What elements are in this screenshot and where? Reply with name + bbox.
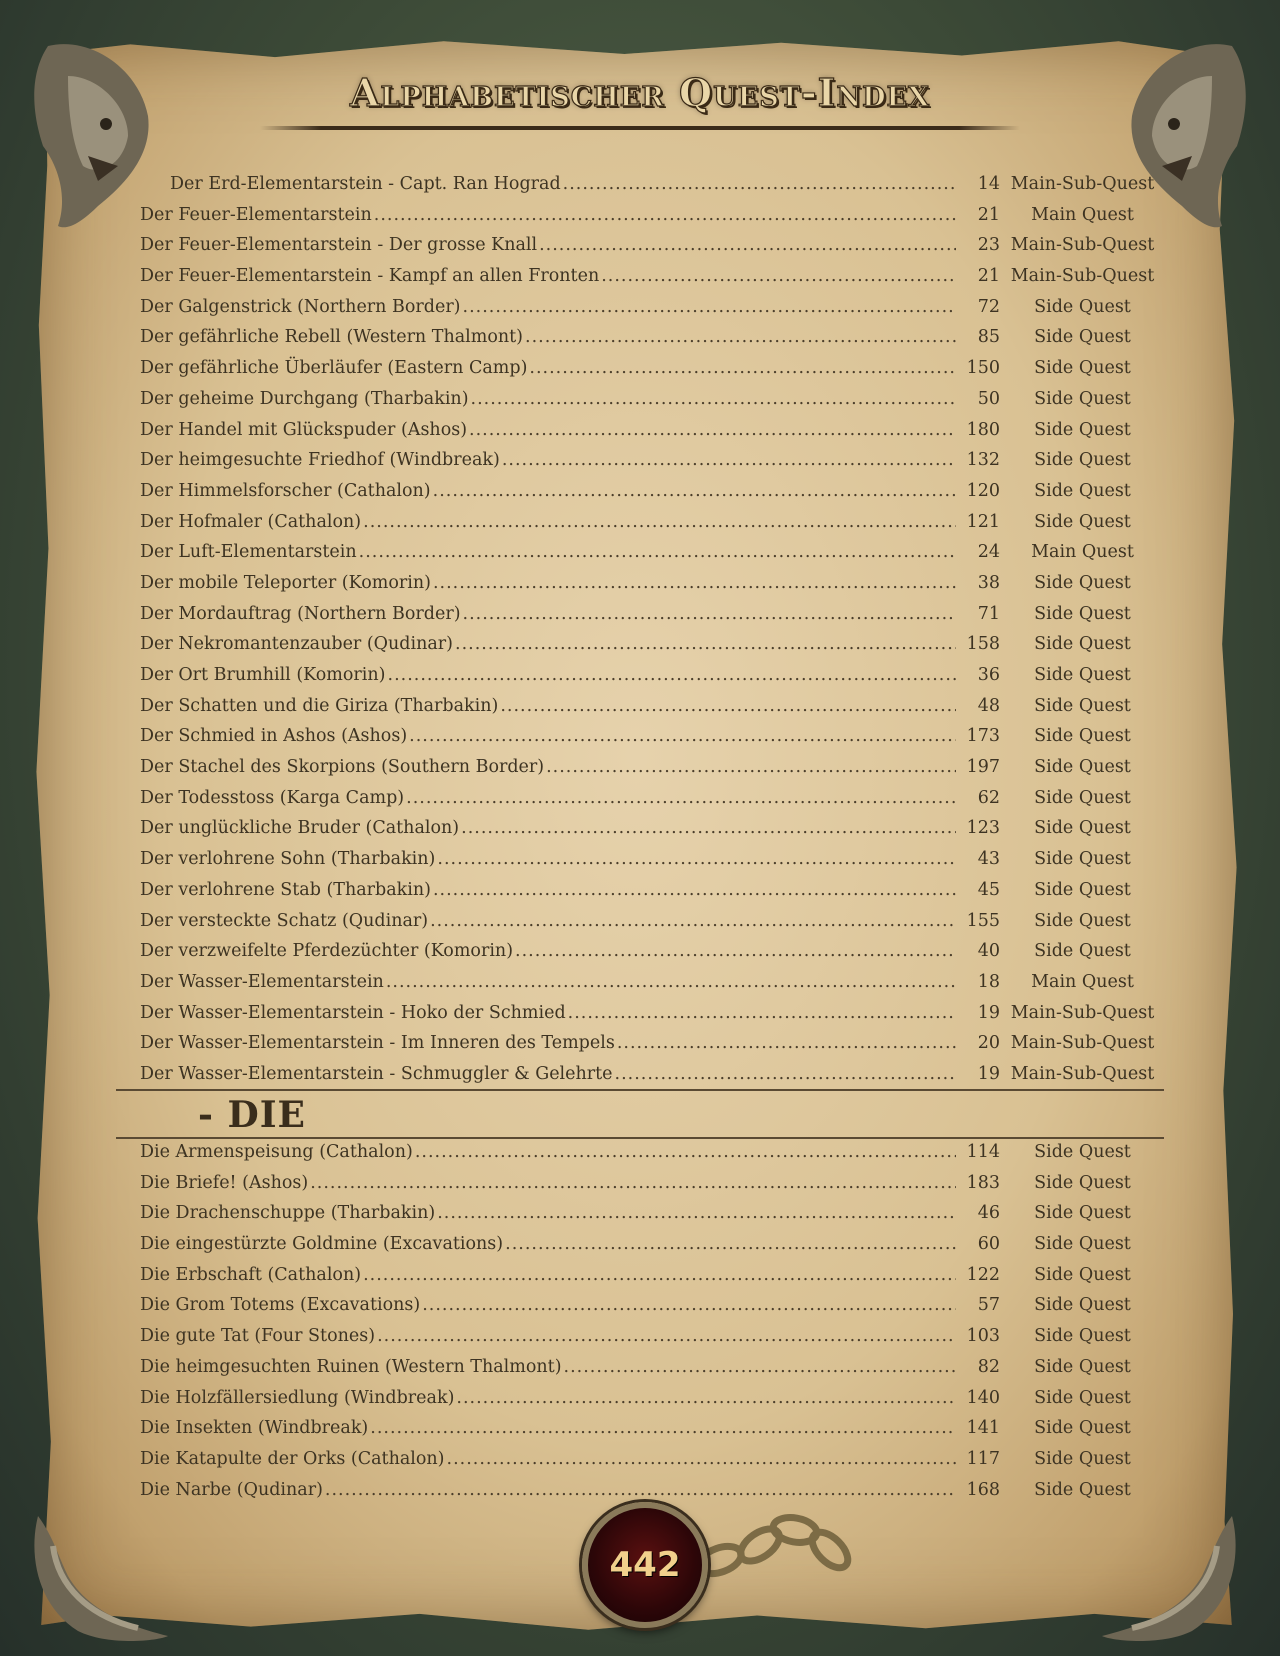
dot-leader bbox=[546, 752, 956, 783]
index-entry bbox=[140, 967, 1165, 998]
entry-name: Der unglückliche Bruder (Cathalon) bbox=[140, 818, 460, 839]
claw-bottom-left-ornament bbox=[18, 1516, 168, 1646]
dot-leader bbox=[568, 998, 956, 1029]
entry-quest-type: Side Quest bbox=[1034, 818, 1131, 839]
dot-leader bbox=[422, 1290, 956, 1321]
entry-page-number: 123 bbox=[966, 818, 1000, 839]
entry-page-number: 38 bbox=[977, 572, 1000, 593]
index-entry bbox=[140, 1260, 1165, 1291]
entry-quest-type: Side Quest bbox=[1034, 757, 1131, 778]
entry-quest-type: Side Quest bbox=[1034, 511, 1131, 532]
entry-page-number: 62 bbox=[977, 787, 1000, 808]
entry-name: Der gefährliche Überläufer (Eastern Camp) bbox=[140, 358, 528, 379]
entry-page-number: 85 bbox=[977, 327, 1000, 348]
index-entry bbox=[140, 1475, 1165, 1506]
entry-page-number: 50 bbox=[977, 388, 1000, 409]
entry-name: Der Wasser-Elementarstein - Hoko der Schmied bbox=[140, 1002, 566, 1023]
index-entry bbox=[140, 752, 1165, 783]
dot-leader bbox=[563, 169, 956, 200]
die-entries-list bbox=[140, 1137, 1165, 1505]
dot-leader bbox=[377, 1321, 956, 1352]
entry-page-number: 122 bbox=[966, 1264, 1000, 1285]
dot-leader bbox=[363, 507, 956, 538]
entry-name: Die Erbschaft (Cathalon) bbox=[140, 1264, 362, 1285]
entry-page-number: 36 bbox=[977, 665, 1000, 685]
entry-name: Der Hofmaler (Cathalon) bbox=[140, 511, 362, 532]
entry-name: Der verlohrene Stab (Tharbakin) bbox=[140, 879, 431, 900]
entry-quest-type: Side Quest bbox=[1034, 572, 1131, 593]
index-entry bbox=[140, 476, 1165, 507]
index-entry bbox=[140, 415, 1165, 446]
entry-name: Der Erd-Elementarstein - Capt. Ran Hograd bbox=[170, 174, 561, 194]
entry-name: Die Armenspeisung (Cathalon) bbox=[140, 1142, 413, 1162]
entry-name: Die Drachenschuppe (Tharbakin) bbox=[140, 1203, 436, 1224]
dot-leader bbox=[502, 445, 956, 476]
entry-page-number: 150 bbox=[966, 358, 1000, 379]
index-entry bbox=[140, 599, 1165, 630]
entry-quest-type: Side Quest bbox=[1034, 726, 1131, 747]
dot-leader bbox=[463, 599, 956, 630]
entry-page-number: 71 bbox=[977, 603, 1000, 624]
index-entry bbox=[140, 1352, 1165, 1383]
dot-leader bbox=[515, 936, 956, 967]
entry-name: Der geheime Durchgang (Tharbakin) bbox=[140, 388, 469, 409]
index-entry bbox=[140, 1229, 1165, 1260]
page-number-badge bbox=[582, 1502, 708, 1628]
entry-name: Die Grom Totems (Excavations) bbox=[140, 1295, 421, 1316]
entry-page-number: 140 bbox=[966, 1387, 1000, 1408]
entry-quest-type: Side Quest bbox=[1034, 849, 1131, 870]
index-entry bbox=[140, 783, 1165, 814]
entry-name: Der Wasser-Elementarstein - Im Inneren des Tempels bbox=[140, 1033, 615, 1054]
index-entry bbox=[140, 1137, 1165, 1168]
entry-page-number: 141 bbox=[966, 1418, 1000, 1439]
dot-leader bbox=[469, 415, 956, 446]
entry-quest-type: Side Quest bbox=[1034, 327, 1131, 348]
entry-page-number: 158 bbox=[966, 634, 1000, 655]
entry-quest-type: Side Quest bbox=[1034, 910, 1131, 931]
index-entry bbox=[140, 1059, 1165, 1090]
entry-page-number: 40 bbox=[977, 941, 1000, 962]
entry-quest-type: Side Quest bbox=[1034, 1295, 1131, 1316]
dot-leader bbox=[455, 629, 956, 660]
dot-leader bbox=[500, 691, 956, 722]
dot-leader bbox=[363, 1260, 956, 1291]
entry-name: Der heimgesuchte Friedhof (Windbreak) bbox=[140, 450, 500, 471]
index-entry bbox=[140, 353, 1165, 384]
index-entry bbox=[140, 200, 1165, 231]
entry-name: Der Feuer-Elementarstein - Kampf an allen Fronten bbox=[140, 266, 600, 287]
entry-quest-type: Side Quest bbox=[1034, 695, 1131, 716]
entry-page-number: 23 bbox=[977, 235, 1000, 256]
entry-page-number: 14 bbox=[977, 174, 1000, 194]
entry-quest-type: Main-Sub-Quest bbox=[1010, 1063, 1155, 1084]
index-entry bbox=[140, 660, 1165, 691]
entry-name: Der Ort Brumhill (Komorin) bbox=[140, 665, 386, 685]
entry-name: Der verzweifelte Pferdezüchter (Komorin) bbox=[140, 941, 514, 962]
entry-name: Der Todesstoss (Karga Camp) bbox=[140, 787, 405, 808]
entry-page-number: 21 bbox=[977, 204, 1000, 225]
entry-quest-type: Side Quest bbox=[1034, 1203, 1131, 1224]
title-underline bbox=[260, 126, 1020, 130]
dot-leader bbox=[615, 1059, 956, 1090]
dot-leader bbox=[525, 322, 956, 353]
entry-page-number: 72 bbox=[977, 296, 1000, 317]
entry-quest-type: Side Quest bbox=[1034, 879, 1131, 900]
index-entry bbox=[140, 813, 1165, 844]
entry-name: Der Mordauftrag (Northern Border) bbox=[140, 603, 461, 624]
entry-quest-type: Main Quest bbox=[1031, 971, 1134, 992]
entry-quest-type: Side Quest bbox=[1034, 1479, 1131, 1500]
entry-name: Der Luft-Elementarstein bbox=[140, 542, 357, 563]
index-entry bbox=[140, 568, 1165, 599]
entry-name: Der Feuer-Elementarstein bbox=[140, 204, 372, 225]
entry-page-number: 20 bbox=[977, 1033, 1000, 1054]
dot-leader bbox=[433, 875, 956, 906]
index-entry bbox=[140, 384, 1165, 415]
entry-quest-type: Side Quest bbox=[1034, 1387, 1131, 1408]
entry-quest-type: Side Quest bbox=[1034, 296, 1131, 317]
index-entry bbox=[140, 1290, 1165, 1321]
entry-quest-type: Side Quest bbox=[1034, 787, 1131, 808]
entry-page-number: 43 bbox=[977, 849, 1000, 870]
entry-page-number: 173 bbox=[966, 726, 1000, 747]
entry-page-number: 48 bbox=[977, 695, 1000, 716]
entry-name: Die eingestürzte Goldmine (Excavations) bbox=[140, 1234, 504, 1255]
entry-name: Die Insekten (Windbreak) bbox=[140, 1418, 369, 1439]
entry-page-number: 45 bbox=[977, 879, 1000, 900]
entry-quest-type: Main-Sub-Quest bbox=[1010, 1002, 1155, 1023]
index-entry bbox=[140, 721, 1165, 752]
entry-quest-type: Side Quest bbox=[1034, 419, 1131, 440]
claw-bottom-right-ornament bbox=[1102, 1516, 1252, 1646]
chain-ornament bbox=[690, 1505, 870, 1585]
index-entry bbox=[140, 936, 1165, 967]
entry-page-number: 18 bbox=[977, 971, 1000, 992]
dot-leader bbox=[386, 967, 956, 998]
index-entry bbox=[140, 230, 1165, 261]
dot-leader bbox=[456, 1383, 956, 1414]
dot-leader bbox=[463, 292, 956, 323]
dot-leader bbox=[359, 537, 956, 568]
dot-leader bbox=[564, 1352, 956, 1383]
page-title: Alphabetischer Quest-Index bbox=[349, 70, 931, 115]
entry-name: Der Galgenstrick (Northern Border) bbox=[140, 296, 461, 317]
index-entry bbox=[140, 537, 1165, 568]
entry-quest-type: Main-Sub-Quest bbox=[1010, 174, 1155, 194]
entry-page-number: 180 bbox=[966, 419, 1000, 440]
entry-quest-type: Side Quest bbox=[1034, 603, 1131, 624]
entry-name: Die Briefe! (Ashos) bbox=[140, 1172, 309, 1193]
entry-page-number: 24 bbox=[977, 542, 1000, 563]
dot-leader bbox=[409, 721, 956, 752]
index-entry bbox=[140, 1198, 1165, 1229]
gargoyle-top-left-ornament bbox=[28, 36, 158, 236]
dot-leader bbox=[539, 230, 956, 261]
entry-name: Die gute Tat (Four Stones) bbox=[140, 1326, 376, 1347]
dot-leader bbox=[617, 1028, 956, 1059]
dot-leader bbox=[388, 660, 957, 691]
entry-quest-type: Side Quest bbox=[1034, 1172, 1131, 1193]
entry-name: Der gefährliche Rebell (Western Thalmont) bbox=[140, 327, 524, 348]
entry-quest-type: Main-Sub-Quest bbox=[1010, 1033, 1155, 1054]
entry-quest-type: Side Quest bbox=[1034, 1356, 1131, 1377]
entry-quest-type: Main Quest bbox=[1031, 204, 1134, 225]
dot-leader bbox=[447, 1444, 956, 1475]
page-number: 442 bbox=[609, 1545, 681, 1585]
entry-name: Die Holzfällersiedlung (Windbreak) bbox=[140, 1387, 455, 1408]
entry-name: Der Stachel des Skorpions (Southern Border) bbox=[140, 757, 545, 778]
dot-leader bbox=[370, 1413, 956, 1444]
entry-page-number: 121 bbox=[966, 511, 1000, 532]
entry-name: Der mobile Teleporter (Komorin) bbox=[140, 572, 431, 593]
entry-quest-type: Side Quest bbox=[1034, 941, 1131, 962]
entry-page-number: 60 bbox=[977, 1234, 1000, 1255]
dot-leader bbox=[430, 906, 956, 937]
dot-leader bbox=[433, 568, 956, 599]
entry-name: Der verlohrene Sohn (Tharbakin) bbox=[140, 849, 436, 870]
index-entry bbox=[140, 1321, 1165, 1352]
index-entry bbox=[140, 691, 1165, 722]
entry-name: Die Katapulte der Orks (Cathalon) bbox=[140, 1448, 445, 1469]
dot-leader bbox=[461, 813, 956, 844]
entry-quest-type: Side Quest bbox=[1034, 388, 1131, 409]
entry-name: Der Handel mit Glückspuder (Ashos) bbox=[140, 419, 468, 440]
index-entry bbox=[140, 1028, 1165, 1059]
der-entries-list bbox=[140, 169, 1165, 1090]
entry-name: Der Wasser-Elementarstein bbox=[140, 971, 384, 992]
dot-leader bbox=[374, 200, 956, 231]
entry-quest-type: Side Quest bbox=[1034, 1448, 1131, 1469]
entry-page-number: 19 bbox=[977, 1063, 1000, 1084]
entry-name: Die Narbe (Qudinar) bbox=[140, 1479, 323, 1500]
entry-quest-type: Side Quest bbox=[1034, 1234, 1131, 1255]
dot-leader bbox=[505, 1229, 956, 1260]
index-entry bbox=[140, 906, 1165, 937]
index-entry bbox=[140, 1383, 1165, 1414]
dot-leader bbox=[325, 1475, 956, 1506]
entry-quest-type: Side Quest bbox=[1034, 665, 1131, 685]
index-entry bbox=[140, 322, 1165, 353]
index-entry bbox=[140, 261, 1165, 292]
dot-leader bbox=[310, 1168, 956, 1199]
entry-name: Der versteckte Schatz (Qudinar) bbox=[140, 910, 429, 931]
index-entry bbox=[140, 998, 1165, 1029]
entry-quest-type: Side Quest bbox=[1034, 1264, 1131, 1285]
entry-name: Die heimgesuchten Ruinen (Western Thalmont) bbox=[140, 1356, 562, 1377]
entry-name: Der Wasser-Elementarstein - Schmuggler & Gelehrte bbox=[140, 1063, 613, 1084]
entry-quest-type: Side Quest bbox=[1034, 634, 1131, 655]
entry-page-number: 19 bbox=[977, 1002, 1000, 1023]
entry-quest-type: Main-Sub-Quest bbox=[1010, 266, 1155, 287]
entry-quest-type: Side Quest bbox=[1034, 480, 1131, 501]
dot-leader bbox=[406, 783, 956, 814]
dot-leader bbox=[601, 261, 956, 292]
entry-name: Der Schatten und die Giriza (Tharbakin) bbox=[140, 695, 499, 716]
entry-page-number: 197 bbox=[966, 757, 1000, 778]
entry-page-number: 46 bbox=[977, 1203, 1000, 1224]
index-entry bbox=[140, 1444, 1165, 1475]
entry-page-number: 155 bbox=[966, 910, 1000, 931]
index-entry bbox=[140, 1413, 1165, 1444]
entry-page-number: 120 bbox=[966, 480, 1000, 501]
entry-quest-type: Main-Sub-Quest bbox=[1010, 235, 1155, 256]
index-entry bbox=[140, 875, 1165, 906]
index-entry bbox=[140, 292, 1165, 323]
entry-page-number: 117 bbox=[966, 1448, 1000, 1469]
entry-page-number: 57 bbox=[977, 1295, 1000, 1316]
dot-leader bbox=[437, 1198, 956, 1229]
section-divider-top bbox=[116, 1089, 1164, 1091]
section-heading-die: - DIE bbox=[198, 1094, 306, 1136]
entry-page-number: 114 bbox=[966, 1142, 1000, 1162]
index-entry bbox=[140, 445, 1165, 476]
entry-name: Der Nekromantenzauber (Qudinar) bbox=[140, 634, 454, 655]
index-entry bbox=[140, 844, 1165, 875]
entry-page-number: 183 bbox=[966, 1172, 1000, 1193]
dot-leader bbox=[471, 384, 956, 415]
index-entry bbox=[140, 1168, 1165, 1199]
entry-quest-type: Side Quest bbox=[1034, 450, 1131, 471]
entry-name: Der Feuer-Elementarstein - Der grosse Knall bbox=[140, 235, 538, 256]
entry-page-number: 168 bbox=[966, 1479, 1000, 1500]
entry-quest-type: Side Quest bbox=[1034, 1142, 1131, 1162]
entry-quest-type: Side Quest bbox=[1034, 1418, 1131, 1439]
entry-name: Der Himmelsforscher (Cathalon) bbox=[140, 480, 431, 501]
index-entry bbox=[140, 169, 1165, 200]
index-entry bbox=[140, 629, 1165, 660]
entry-quest-type: Main Quest bbox=[1031, 542, 1134, 563]
entry-quest-type: Side Quest bbox=[1034, 1326, 1131, 1347]
entry-page-number: 82 bbox=[977, 1356, 1000, 1377]
entry-page-number: 21 bbox=[977, 266, 1000, 287]
dot-leader bbox=[433, 476, 956, 507]
entry-name: Der Schmied in Ashos (Ashos) bbox=[140, 726, 408, 747]
entry-quest-type: Side Quest bbox=[1034, 358, 1131, 379]
entry-page-number: 132 bbox=[966, 450, 1000, 471]
dot-leader bbox=[529, 353, 956, 384]
index-entry bbox=[140, 507, 1165, 538]
dot-leader bbox=[437, 844, 956, 875]
entry-page-number: 103 bbox=[966, 1326, 1000, 1347]
dot-leader bbox=[415, 1137, 956, 1168]
